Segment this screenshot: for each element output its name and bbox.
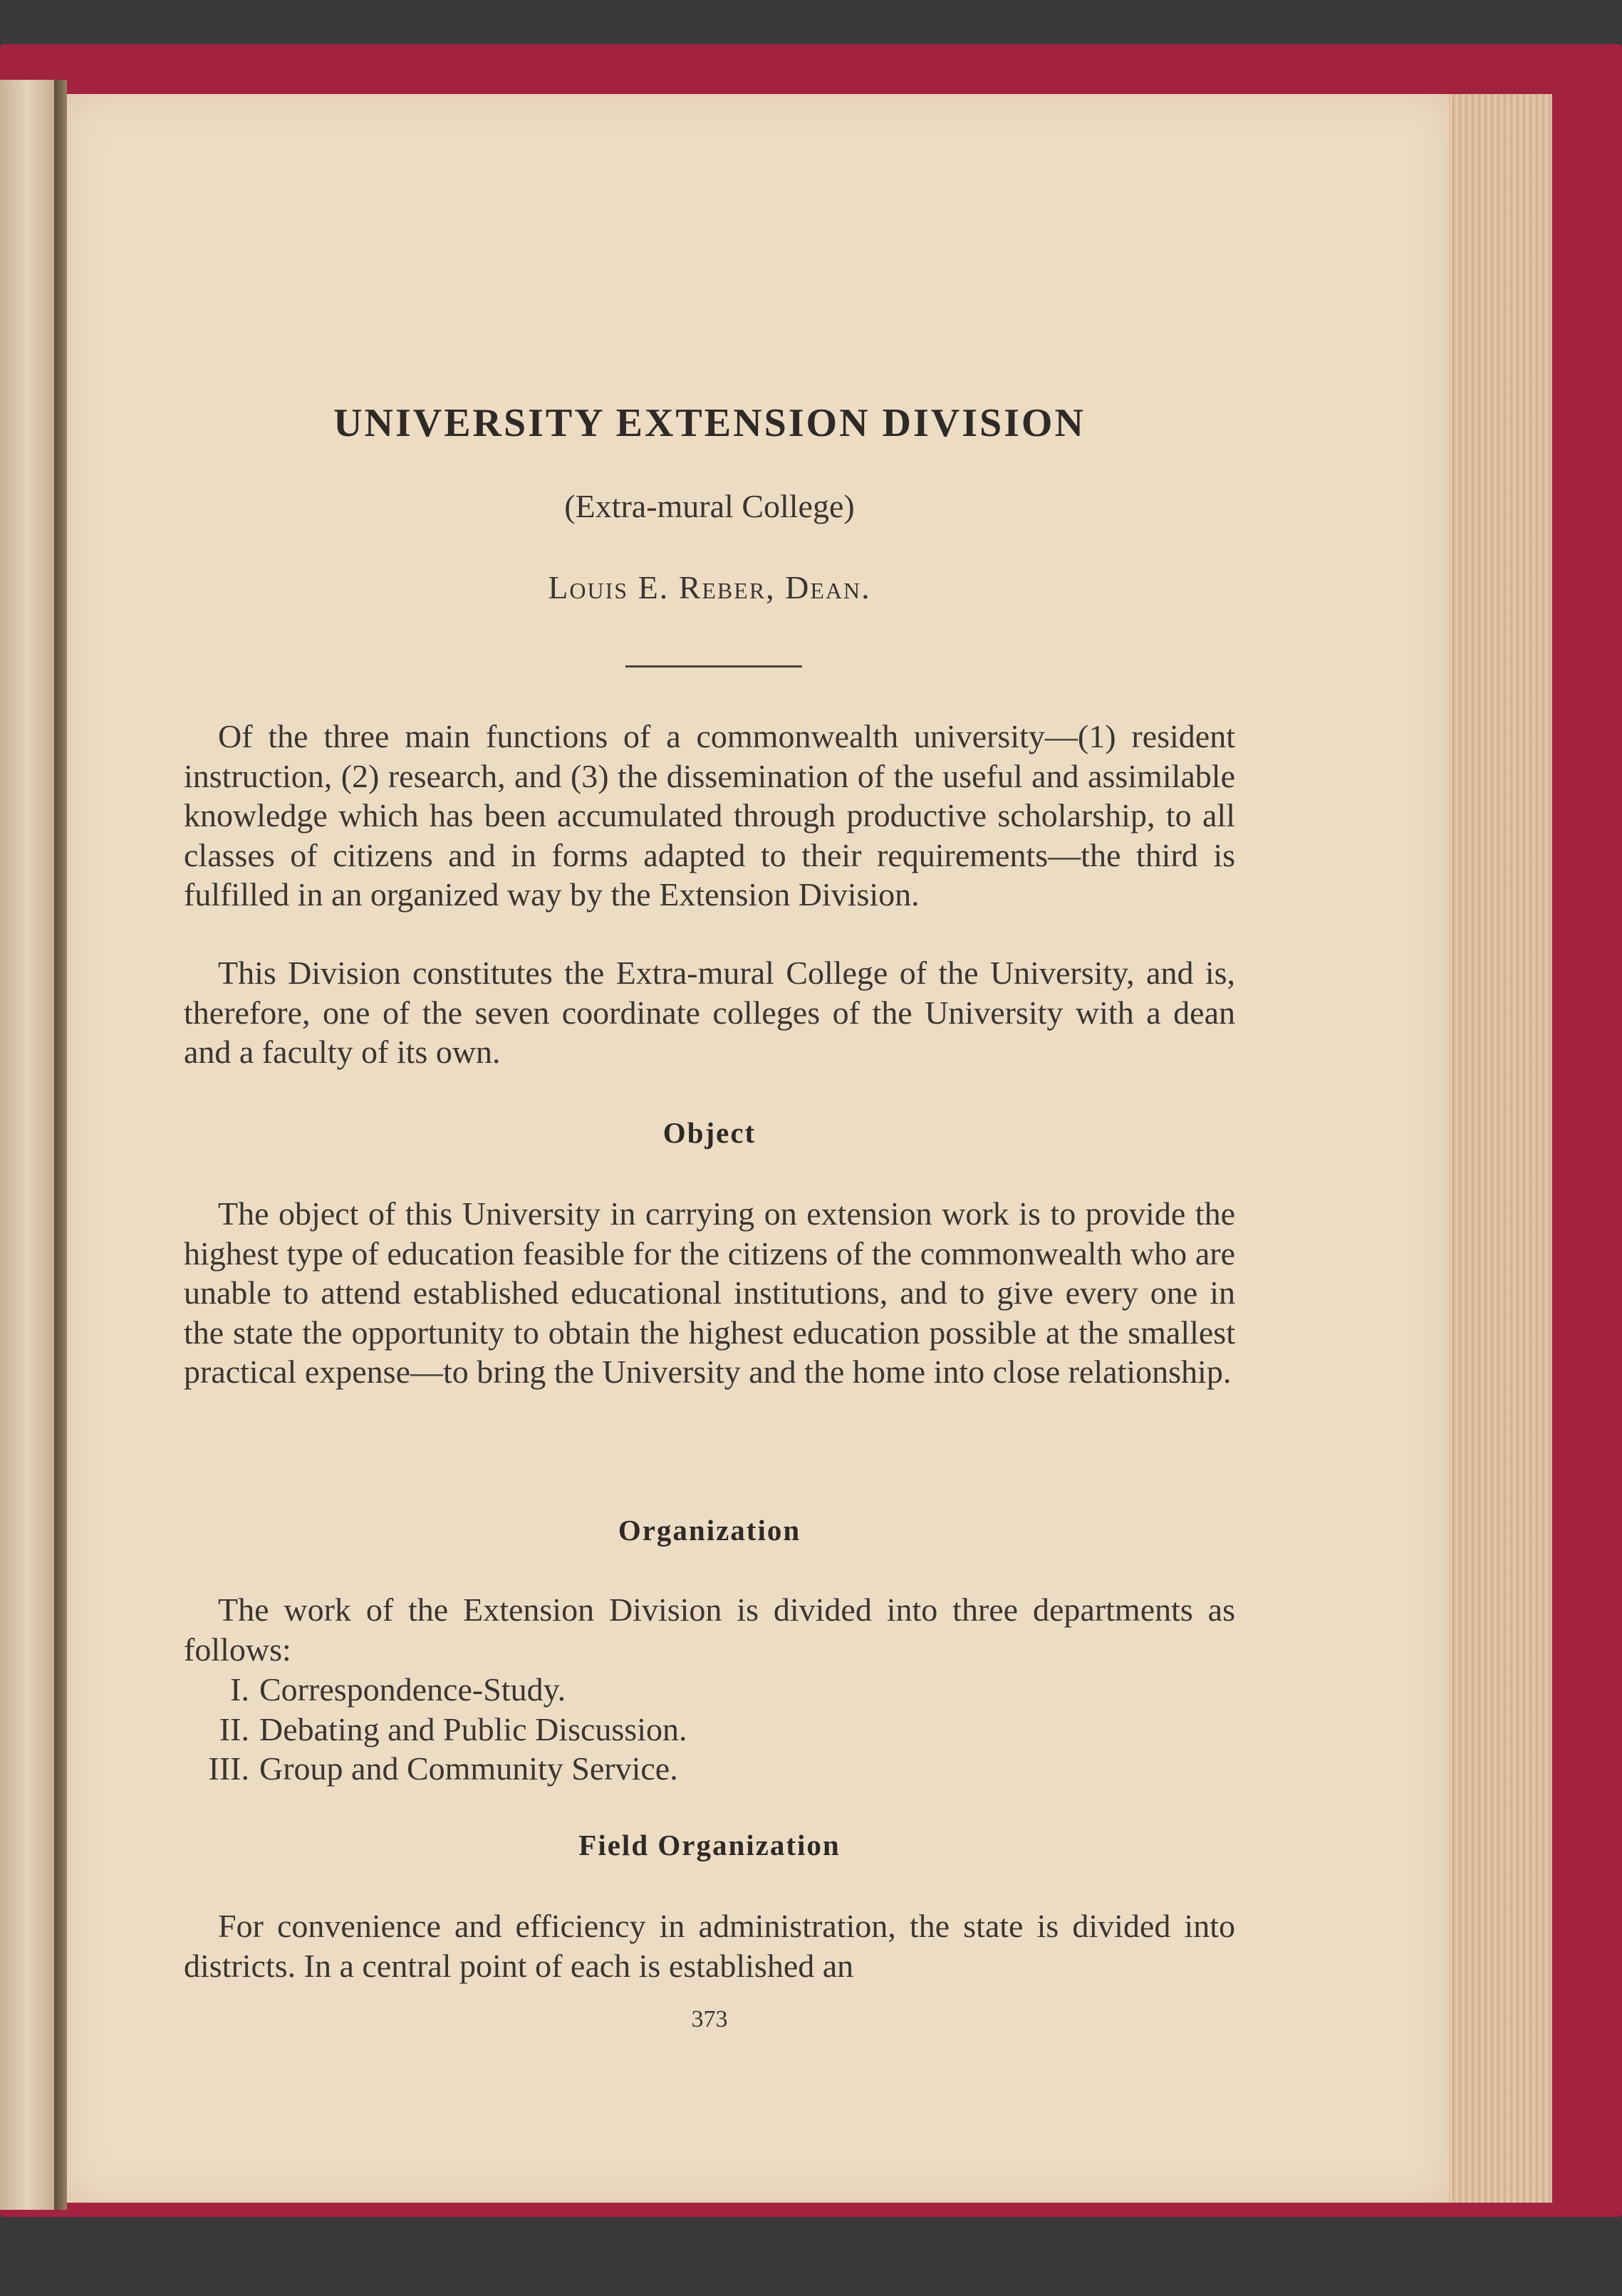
- book-gutter: [54, 80, 67, 2210]
- list-item: [184, 1749, 1235, 1789]
- list-item-number: I.: [230, 1671, 249, 1708]
- list-item-label: Correspondence-Study.: [259, 1671, 566, 1708]
- departments-list: [184, 1670, 1235, 1789]
- organization-paragraph: The work of the Extension Division is divided into three departments as follows:: [184, 1591, 1235, 1668]
- list-item-label: Debating and Public Discussion.: [259, 1710, 687, 1747]
- heading-field-organization: Field Organization: [578, 1829, 841, 1861]
- list-item-label: Group and Community Service.: [259, 1750, 678, 1787]
- field-paragraph: For convenience and efficiency in administration, the state is divided into districts. In a central point of each is established an: [184, 1908, 1235, 1984]
- page-number: 373: [691, 2006, 728, 2032]
- list-item: [184, 1670, 1235, 1710]
- page-subtitle: (Extra-mural College): [564, 488, 855, 524]
- object-paragraph: The object of this University in carrying on extension work is to provide the highest type of education feasible for the citizens of the commonwealth who are unable to attend established educational institutions, and to give every one in the state the opportunity to obtain the highest education possible at the smallest practical expense—to bring the University and the home into close relationship.: [184, 1195, 1235, 1391]
- heading-organization: Organization: [618, 1514, 801, 1547]
- intro-paragraph: Of the three main functions of a commonwealth university—(1) resident instruction, (2) research, and (3) the dissemination of the useful and assimilable knowledge which has been accumulated through productive scholarship, to all classes of citizens and in forms adapted to their requirements—the third is fulfilled in an organized way by the Extension Division.: [184, 718, 1235, 913]
- divider-rule: [625, 665, 802, 667]
- page-edges: [1449, 94, 1552, 2203]
- list-item: [184, 1710, 1235, 1750]
- heading-object: Object: [662, 1116, 757, 1149]
- list-item-number: III.: [208, 1750, 249, 1787]
- page-title: UNIVERSITY EXTENSION DIVISION: [333, 401, 1086, 445]
- list-item-number: II.: [219, 1710, 249, 1747]
- left-page-edge: [0, 80, 54, 2210]
- dean-name: Louis E. Reber, Dean.: [548, 569, 871, 606]
- division-paragraph: This Division constitutes the Extra-mural College of the University, and is, therefore, one of the seven coordinate colleges of the University with a dean and a faculty of its own.: [184, 955, 1235, 1071]
